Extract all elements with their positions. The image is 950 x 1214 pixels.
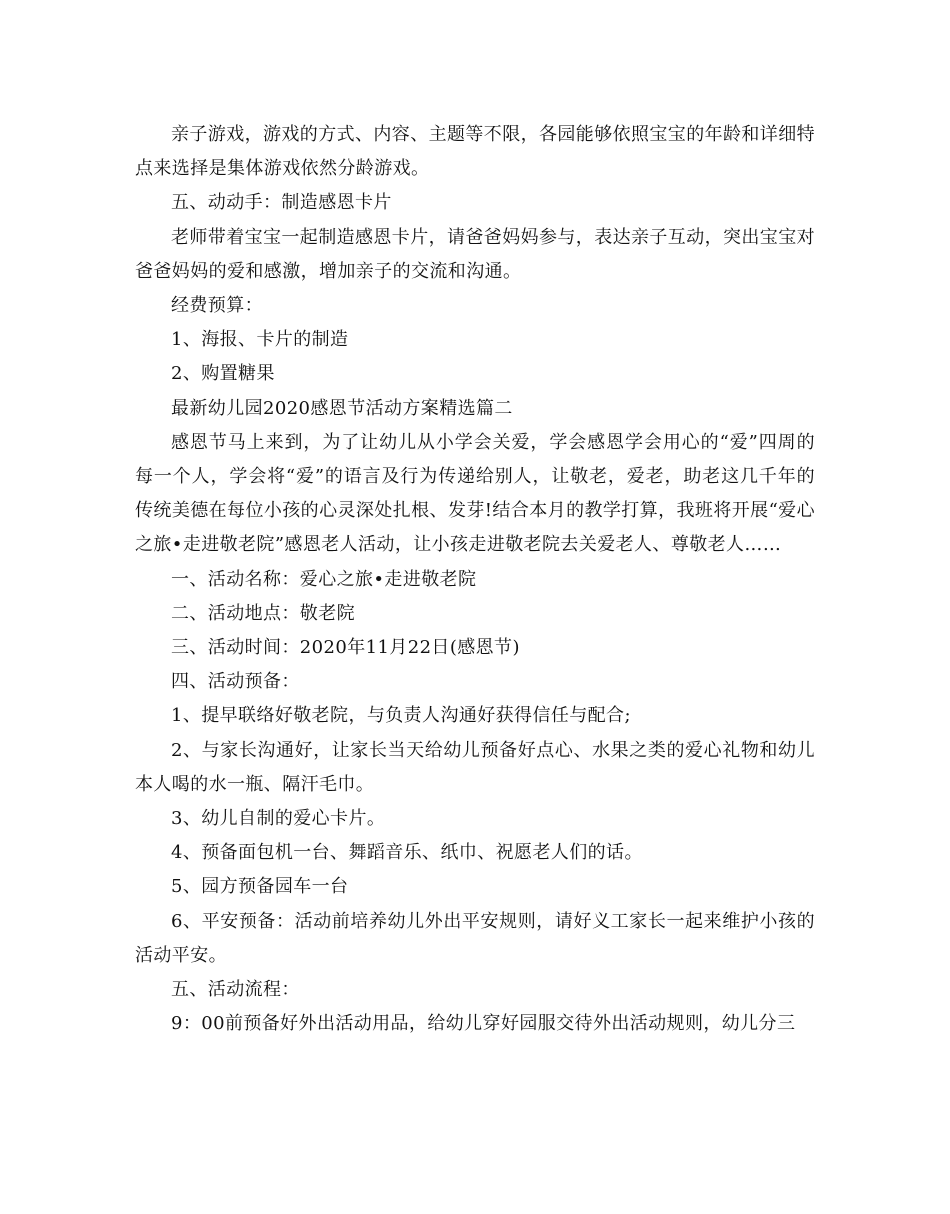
article-title: 最新幼儿园2020感恩节活动方案精选篇二 — [171, 397, 513, 419]
section-heading: 四、活动预备： — [171, 671, 300, 693]
list-item: 4、预备面包机一台、舞蹈音乐、纸巾、祝愿老人们的话。 — [171, 842, 643, 864]
list-item: 6、平安预备：活动前培养幼儿外出平安规则，请好义工家长一起来维护小孩的活动平安。 — [135, 910, 815, 966]
section-heading: 五、活动流程： — [171, 979, 300, 1001]
paragraph: 感恩节马上来到，为了让幼儿从小学会关爱，学会感恩学会用心的“爱”四周的每一个人，学会将“爱”的语言及行为传递给别人，让敬老，爱老，助老这几千年的传统美德在每位小孩的心灵深处扎根、发芽!结合本月的教学打算，我班将开展“爱心之旅•走进敬老院”感恩老人活动，让小孩走进敬老院去关爱老人、尊敬老人…… — [135, 431, 815, 556]
section-heading: 一、活动名称：爱心之旅•走进敬老院 — [171, 568, 477, 590]
list-item: 1、提早联络好敬老院，与负责人沟通好获得信任与配合; — [171, 705, 631, 727]
document-body — [135, 118, 815, 1041]
paragraph: 亲子游戏，游戏的方式、内容、主题等不限，各园能够依照宝宝的年龄和详细特点来选择是集体游戏依然分龄游戏。 — [135, 124, 815, 180]
list-item: 2、与家长沟通好，让家长当天给幼儿预备好点心、水果之类的爱心礼物和幼儿本人喝的水一瓶、隔汗毛巾。 — [135, 739, 815, 795]
paragraph: 9：00前预备好外出活动用品，给幼儿穿好园服交待外出活动规则，幼儿分三 — [171, 1013, 796, 1035]
section-heading: 五、动动手：制造感恩卡片 — [171, 192, 392, 214]
section-heading: 三、活动时间：2020年11月22日(感恩节) — [171, 637, 520, 659]
list-item: 5、园方预备园车一台 — [171, 876, 349, 898]
list-item: 1、海报、卡片的制造 — [171, 329, 349, 351]
paragraph: 老师带着宝宝一起制造感恩卡片，请爸爸妈妈参与，表达亲子互动，突出宝宝对爸爸妈妈的爱和感激，增加亲子的交流和沟通。 — [135, 226, 815, 282]
list-item: 3、幼儿自制的爱心卡片。 — [171, 808, 386, 830]
section-heading: 二、活动地点：敬老院 — [171, 602, 355, 624]
list-item: 2、购置糖果 — [171, 363, 275, 385]
section-heading: 经费预算： — [171, 295, 263, 317]
